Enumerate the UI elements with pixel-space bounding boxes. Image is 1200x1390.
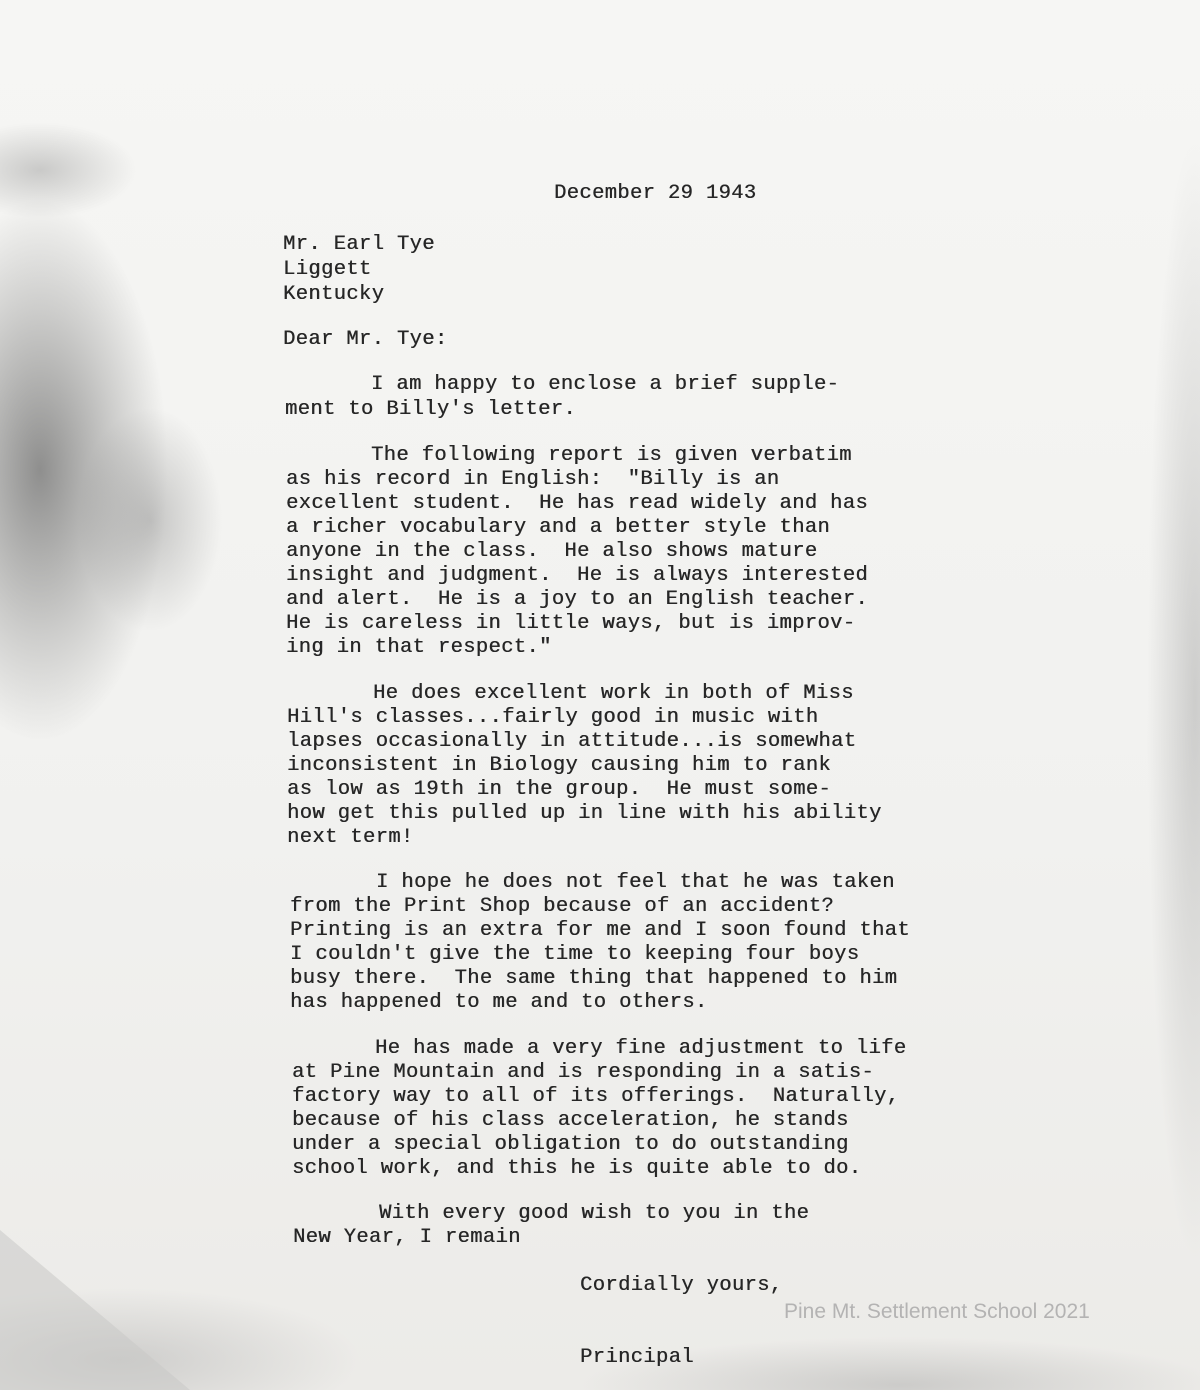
watermark: Pine Mt. Settlement School 2021 [784,1300,1090,1323]
recipient-state: Kentucky [283,283,385,306]
paragraph-1-line: ment to Billy's letter. [285,398,576,421]
paragraph-5-line: school work, and this he is quite able to do. [292,1157,862,1180]
paragraph-5-line: because of his class acceleration, he stands [292,1109,849,1132]
letter-date: December 29 1943 [554,182,757,205]
paragraph-3-line: lapses occasionally in attitude...is somewhat [287,730,857,753]
paragraph-5-line: under a special obligation to do outstanding [292,1133,849,1156]
salutation: Dear Mr. Tye: [283,328,448,351]
closing: Cordially yours, [580,1274,783,1297]
paragraph-3-line: He does excellent work in both of Miss [373,682,854,705]
paragraph-3-line: as low as 19th in the group. He must some- [287,778,832,801]
paragraph-6-line: With every good wish to you in the [379,1202,810,1225]
paragraph-5-line: factory way to all of its offerings. Naturally, [292,1085,900,1108]
paragraph-2-line: ing in that respect." [286,636,552,659]
paragraph-6-line: New Year, I remain [293,1226,521,1249]
paragraph-4-line: busy there. The same thing that happened to him [290,967,898,990]
paragraph-4-line: has happened to me and to others. [290,991,708,1014]
paragraph-2-line: anyone in the class. He also shows mature [286,540,818,563]
paragraph-4-line: Printing is an extra for me and I soon found that [290,919,910,942]
paragraph-4-line: from the Print Shop because of an accident? [290,895,835,918]
recipient-city: Liggett [283,258,372,281]
signature-title: Principal [580,1346,694,1369]
paragraph-3-line: Hill's classes...fairly good in music with [287,706,819,729]
paragraph-5-line: at Pine Mountain and is responding in a satis- [292,1061,874,1084]
paragraph-4-line: I hope he does not feel that he was taken [376,871,895,894]
paragraph-2-line: The following report is given verbatim [371,444,852,467]
paragraph-1-line: I am happy to enclose a brief supple- [371,373,840,396]
paragraph-2-line: excellent student. He has read widely and has [286,492,868,515]
paragraph-5-line: He has made a very fine adjustment to life [375,1037,907,1060]
paragraph-2-line: a richer vocabulary and a better style than [286,516,831,539]
paragraph-2-line: and alert. He is a joy to an English teacher. [286,588,868,611]
paragraph-2-line: He is careless in little ways, but is improv- [286,612,856,635]
paragraph-3-line: how get this pulled up in line with his ability [287,802,882,825]
recipient-name: Mr. Earl Tye [283,233,435,256]
paragraph-4-line: I couldn't give the time to keeping four boys [290,943,860,966]
paragraph-3-line: inconsistent in Biology causing him to rank [287,754,832,777]
paragraph-2-line: as his record in English: "Billy is an [286,468,780,491]
paragraph-2-line: insight and judgment. He is always interested [286,564,868,587]
paragraph-3-line: next term! [287,826,414,849]
